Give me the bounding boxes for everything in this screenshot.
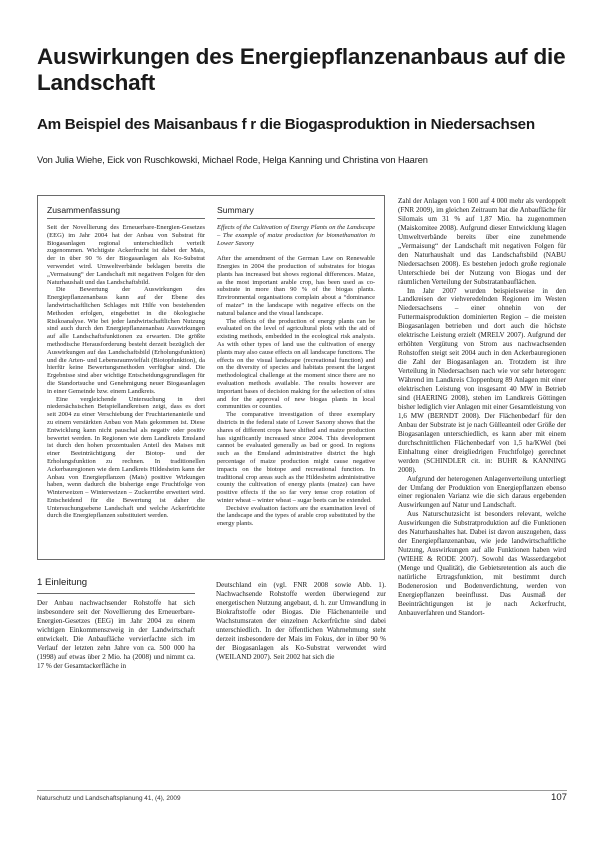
summary-heading: Summary <box>217 205 254 215</box>
abstract-box <box>37 195 385 560</box>
zusammenfassung-paragraph: Die Bewertung der Auswirkungen des Energiepflanzenanbaus kann auf der Ebene des landwirtschaftlichen Schlages mit Hilfe von bestehenden Methoden erfolgen, eingebettet in die ökologische Risikoanalyse. Wie bei jeder landwirtschaftlichen Nutzung sind auch durch den Energiepflanzenanbau Auswirkungen auf alle Landschaftsfunktionen zu erwarten. Die größte methodische Herausforderung besteht derzeit bezüglich der Auswirkungen auf das Landschaftsbild (Erholungsfunktion) und die Arten- und Lebensraumvielfalt (Biotopfunktion), da hierfür keine Bewertungsmethoden verfügbar sind. Die Ergebnisse sind aber wichtige Entscheidungsgrundlagen für die Standortsuche und Genehmigung neuer Biogasanlagen in einer Gemeinde bzw. einem Landkreis. <box>47 286 205 395</box>
summary-body <box>217 224 375 528</box>
section-heading: 1 Einleitung <box>37 577 88 588</box>
zusammenfassung-paragraph: Eine vergleichende Untersuchung in drei niedersächsischen Beispiellandkreisen zeigt, dass es dort seit 2004 zu einer Verschiebung der Fruchtartenanteile und zu einem verstärkten Anbau von Mais gekommen ist. Diese Entwicklung kann nicht pauschal als negativ oder positiv bewertet werden. In Regionen wie dem Landkreis Emsland ist durch den hohen prozentualen Anteil des Maises mit einer Beeinträchtigung der Biotop- und der Erholungsfunktion zu rechnen. In traditionellen Ackerbauregionen wie dem Landkreis Hildesheim kann der Anbau von Energiepflanzen (Mais) positive Wirkungen haben, wenn dadurch die bisherige enge Fruchtfolge von Winterweizen – Winterweizen – Zuckerrübe erweitert wird. Entscheidend für die Bewertung ist daher die Untersuchungsebene Landschaft und welche Ackerfrüchte durch die Energiepflanzen substituiert werden. <box>47 395 205 520</box>
footer-rule <box>37 790 567 791</box>
summary-rule <box>217 218 375 219</box>
summary-english-title: Effects of the Cultivation of Energy Plants on the Landscape – The example of maize production for biomethanation in Lower Saxony <box>217 224 375 247</box>
intro-left-column <box>37 599 195 671</box>
summary-paragraph: The comparative investigation of three exemplary districts in the federal state of Lower Saxony shows that the shares of different crops have shifted and maize production has significantly increased since 2004. This development cannot be evaluated generally as bad or good. In regions such as the Emsland administrative district the high percentage of maize production might cause negative impacts on the biotope and recreational function. In traditional crop areas such as the Hildesheim administrative county the cultivation of energy plants (maize) can have positive effects if the so far very tense crop rotation of winter wheat – winter wheat – sugar beets can be extended. <box>217 411 375 504</box>
summary-paragraph: Decisive evaluation factors are the examination level of the landscape and the types of arable crop substituted by the energy plants. <box>217 504 375 528</box>
summary-paragraph: The effects of the production of energy plants can be evaluated on the level of agricultural plots with the aid of existing methods, embedded in the ecological risk analysis. As with other types of land use the cultivation of energy plants may also cause effects on all landscape functions. The effects on the visual landscape (recreational function) and on the diversity of species and habitats present the largest methodological challenge at the moment since there are no evaluation methods available. The results however are important bases of decision making for the selection of sites and for the approval of new biogas plants in local communities or counties. <box>217 317 375 411</box>
author-line: Von Julia Wiehe, Eick von Ruschkowski, Michael Rode, Helga Kanning und Christina von Haaren <box>37 155 428 165</box>
body-paragraph: Der Anbau nachwachsender Rohstoffe hat sich insbesondere seit der Novellierung des Erneuerbare-Energien-Gesetzes (EEG) im Jahr 2004 zu einem wichtigen Einkommenszweig in der Landwirtschaft entwickelt. Die Anbaufläche vervierfachte sich im Verlauf der letzten zehn Jahre von ca. 500 000 ha (1998) auf etwas über 2 Mio. ha (2008) und nimmt ca. 17 % der Gesamtackerfläche in <box>37 599 195 670</box>
body-paragraph: Zahl der Anlagen von 1 600 auf 4 000 mehr als verdoppelt (FNR 2009), im gleichen Zeitraum hat die Anbaufläche für Silomais um 31 % auf 1,87 Mio. ha zugenommen (Maiskomitee 2008). Aufgrund dieser Entwicklung klagen Umweltverbände bereits über eine zunehmende „Vermaisung“ der Landschaft mit negativen Folgen für den Naturhaushalt und das Landschaftsbild (NABU Niedersachsen 2008). Es bestehen jedoch große regionale Unterschiede bei der Nutzung von Biogas und der räumlichen Verteilung der Substratanbauflächen. <box>398 197 566 286</box>
zusammenfassung-body <box>47 224 205 520</box>
article-title: Auswirkungen des Energiepflanzenanbaus auf die Landschaft <box>37 44 566 95</box>
page-number: 107 <box>550 792 567 803</box>
body-paragraph: Aufgrund der heterogenen Anlagenverteilung unterliegt der Umfang der Produktion von Energiepflanzen ebenso einer regionalen Varianz wie die sich daraus ergebenden Auswirkungen auf Natur und Landschaft. <box>398 474 566 510</box>
section-heading-rule <box>37 593 195 594</box>
body-paragraph: Deutschland ein (vgl. FNR 2008 sowie Abb. 1). Nachwachsende Rohstoffe werden überwiegend zur energetischen Nutzung angebaut, d. h. zur Umwandlung in Biokraftstoffe oder Biogas. Die Flächenanteile und Wachstumsraten der einzelnen Ackerfrüchte sind dabei unterschiedlich. In der öffentlichen Wahrnehmung steht derzeit insbesondere der Mais im Fokus, der in über 90 % der Biogasanlagen als Ko-Substrat verwendet wird (WEILAND 2007). Seit 2002 hat sich die <box>216 581 386 661</box>
intro-middle-column <box>216 581 386 662</box>
summary-paragraph: After the amendment of the German Law on Renewable Energies in 2004 the production of substrates for biogas plants has increased but shows regional differences. Maize, as the most important arable crop, has been used as co-substrate in more than 90 % of the biogas plants. Environmental organisations complain about a “dominance of maize” in the landscape with negative effects on the natural balance and the visual landscape. <box>217 255 375 317</box>
body-paragraph: Aus Naturschutzsicht ist besonders relevant, welche Auswirkungen die Substratproduktion auf die Funktionen des Naturhaushaltes hat. Dabei ist davon auszugehen, dass der Energiepflanzenanbau, wie jede landwirtschaftliche Nutzung, Auswirkungen auf alle Funktionen haben wird (WIEHE & RODE 2007). Sowohl das Wasserdargebot (Menge und Qualität), die Gebietsretention als auch die natürliche Ertragsfunktion, mit bestimmt durch Bodenerosion und Bodenverdichtung, werden von Energiepflanzen beeinflusst. Das Ausmaß der Beeinträchtigungen ist je nach Ackerfrucht, Anbauverfahren und Standort- <box>398 510 566 617</box>
right-text-column <box>398 197 566 618</box>
body-paragraph: Im Jahr 2007 wurden beispielsweise in den Landkreisen der viehveredelnden Regionen im Westen Niedersachsens – einer ohnehin von der Futtermaisproduktion dominierten Region – die meisten Biogasanlagen betrieben und dort auch die höchste elektrische Leistung erzielt (MRELV 2007). Aufgrund der erhöhten Vergütung von Strom aus nachwachsenden Rohstoffen steigt seit 2004 auch in den Ackerbauregionen die Zahl der Biogasanlagen an. Trotzdem ist ihre Verteilung in Niedersachsen nach wie vor sehr heterogen: Während im Landkreis Cloppenburg 89 Anlagen mit einer elektrischen Leistung von insgesamt 40 MW in Betrieb sind (HAERING 2008), stehen im Landkreis Göttingen bisher lediglich vier Anlagen mit einer Gesamtleistung von 1,6 MW (BERNDT 2008). Der Flächenbedarf für den Anbau der Substrate ist je nach Gülleanteil oder Größe der Biogasanlagen unterschiedlich, es kann aber mit einem durchschnittlichen Flächenbedarf von 1,5 ha/KWel (bei Einhaltung einer dreigliedrigen Fruchtfolge) gerechnet werden (SCHINDLER cit. in: BUHR & KANNING 2008). <box>398 286 566 474</box>
article-subtitle: Am Beispiel des Maisanbaus f r die Biogasproduktion in Niedersachsen <box>37 116 535 133</box>
journal-reference: Naturschutz und Landschaftsplanung 41, (4), 2009 <box>37 795 181 802</box>
zusammenfassung-heading: Zusammenfassung <box>47 205 121 215</box>
zusammenfassung-paragraph: Seit der Novellierung des Erneuerbare-Energien-Gesetzes (EEG) im Jahr 2004 hat der Anbau von Substrat für Biogasanlagen regional unterschiedlich verteilt zugenommen. Wichtigste Ackerfrucht ist dabei der Mais, der in über 90 % der Biogasanlagen als Ko-Substrat verwendet wird. Umweltverbände beklagen bereits die „Vermaisung“ der Landschaft mit negativen Folgen für den Naturhaushalt und das Landschaftsbild. <box>47 224 205 286</box>
zusammenfassung-rule <box>47 218 205 219</box>
